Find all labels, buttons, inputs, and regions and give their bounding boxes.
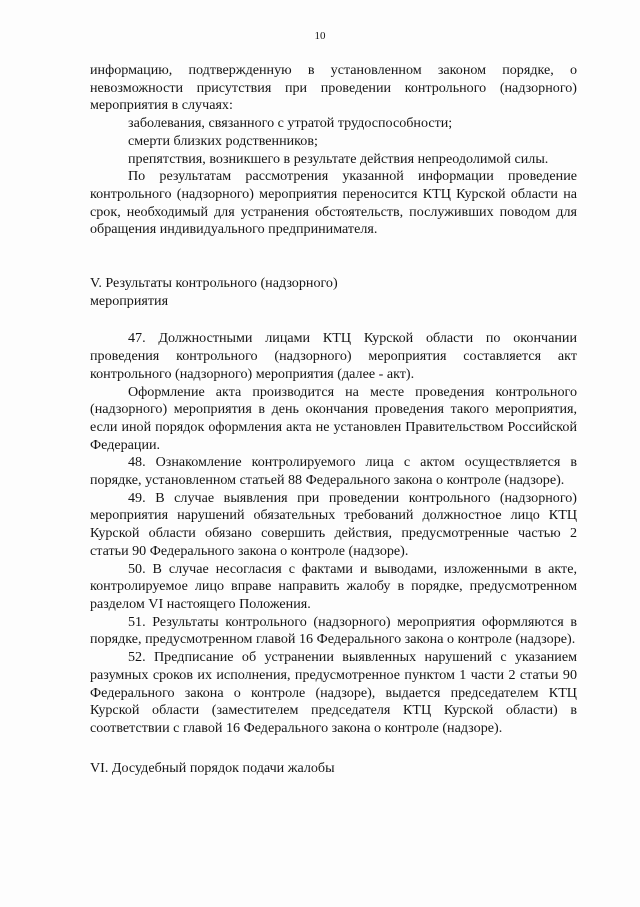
- paragraph-48: 48. Ознакомление контролируемого лица с актом осуществляется в порядке, установленном статьей 88 Федерального закона о контроле (надзоре).: [90, 454, 577, 489]
- paragraph-51: 51. Результаты контрольного (надзорного) мероприятия оформляются в порядке, предусмотренном главой 16 Федерального закона о контроле (надзоре).: [90, 613, 577, 648]
- paragraph-47-continuation: Оформление акта производится на месте проведения контрольного (надзорного) мероприятия в день окончания проведения такого мероприятия, если иной порядок оформления акта не установлен Правительством Российской Федерации.: [90, 383, 577, 453]
- case-item-illness: заболевания, связанного с утратой трудоспособности;: [128, 115, 453, 132]
- case-item-death: смерти близких родственников;: [128, 132, 318, 149]
- case-item-force-majeure: препятствия, возникшего в результате действия непреодолимой силы.: [128, 150, 549, 167]
- section-6-heading: VI. Досудебный порядок подачи жалобы: [90, 759, 335, 776]
- paragraph-47: 47. Должностными лицами КТЦ Курской области по окончании проведения контрольного (надзорного) мероприятия составляется акт контрольного (надзорного) мероприятия (далее - акт).: [90, 330, 577, 382]
- paragraph-50: 50. В случае несогласия с фактами и выводами, изложенными в акте, контролируемое лицо вправе направить жалобу в порядке, предусмотренном разделом VI настоящего Положения.: [90, 560, 577, 612]
- page-number: 10: [314, 30, 326, 42]
- intro-paragraph: информацию, подтвержденную в установленном законом порядке, о невозможности присутствия при проведении контрольного (надзорного) мероприятия в случаях:: [90, 62, 577, 114]
- spacer: [90, 738, 577, 760]
- section-5-heading-line1: V. Результаты контрольного (надзорного): [90, 275, 338, 292]
- paragraph-49: 49. В случае выявления при проведении контрольного (надзорного) мероприятия нарушений обязательных требований должностное лицо КТЦ Курской области обязано совершить действия, предусмотренные частью 2 статьи 90 Федерального закона о контроле (надзоре).: [90, 489, 577, 559]
- postponement-paragraph: По результатам рассмотрения указанной информации проведение контрольного (надзорного) мероприятия переносится КТЦ Курской области на срок, необходимый для устранения обстоятельств, послуживших поводом для обращения индивидуального предпринимателя.: [90, 168, 577, 238]
- spacer: [90, 239, 577, 275]
- spacer: [90, 310, 577, 330]
- paragraph-52: 52. Предписание об устранении выявленных нарушений с указанием разумных сроков их исполнения, предусмотренное пунктом 1 части 2 статьи 90 Федерального закона о контроле (надзоре), выдается председателем КТЦ Курской области (заместителем председателя КТЦ Курской области) в соответствии с главой 16 Федерального закона о контроле (надзоре).: [90, 649, 577, 736]
- section-5-heading-line2: мероприятия: [90, 292, 169, 309]
- document-body: [90, 62, 577, 777]
